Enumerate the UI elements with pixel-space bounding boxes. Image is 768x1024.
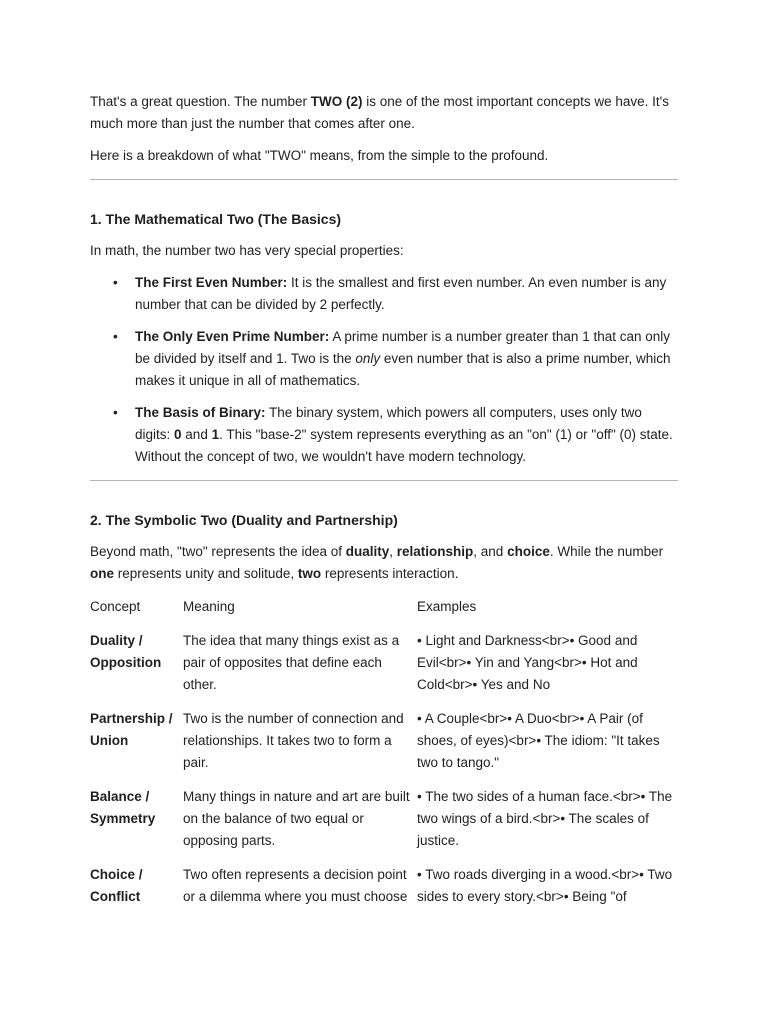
section-lead-symbolic [90,541,678,585]
cell-examples: • A Couple<br>• A Duo<br>• A Pair (of shoes, of eyes)<br>• The idiom: "It takes two to tango." [417,711,660,770]
list-item-text: . This "base-2" system represents everything as an "on" (1) or "off" (0) state. Without the concept of two, we wouldn't have modern technology. [135,427,673,464]
list-item-text: The binary system, which powers all computers, uses only two digits: [135,405,642,442]
list-item-text: It is the smallest and first even number. An even number is any number that can be divided by 2 perfectly. [135,275,667,312]
table-row [90,786,678,864]
column-header-concept: Concept [90,599,141,614]
binary-digit: 1 [211,427,220,442]
table-header-row [90,596,678,630]
list-item [113,272,678,316]
cell-concept: Partnership / Union [90,711,173,748]
cell-meaning: Two often represents a decision point or a dilemma where you must choose [183,867,408,904]
list-item-title: The First Even Number: [135,275,288,290]
section-heading-math: 1. The Mathematical Two (The Basics) [90,211,342,227]
lead-text: . While the number [549,544,664,559]
cell-examples: • The two sides of a human face.<br>• The two wings of a bird.<br>• The scales of justice. [417,789,673,848]
response-document [90,91,678,920]
intro-paragraph [90,91,678,135]
lead-text: Beyond math, "two" represents the idea of [90,544,346,559]
cell-meaning: Many things in nature and art are built on the balance of two equal or opposing parts. [183,789,410,848]
bullet-icon: • [113,275,118,290]
symbolic-table [90,596,678,920]
cell-concept: Balance / Symmetry [90,789,156,826]
section-lead-math: In math, the number two has very special properties: [90,243,404,258]
intro-text: That's a great question. The number [90,94,311,109]
table-header [90,596,678,630]
lead-emphasis: relationship [396,544,474,559]
lead-emphasis: two [297,566,322,581]
cell-examples: • Two roads diverging in a wood.<br>• Two sides to every story.<br>• Being "of [417,867,673,904]
list-item-text: even number that is also a prime number, which makes it unique in all of mathematics. [135,351,671,388]
table-row [90,630,678,708]
cell-meaning: Two is the number of connection and relationships. It takes two to form a pair. [183,711,404,770]
intro-emphasis: TWO (2) [310,94,363,109]
bullet-icon: • [113,405,118,420]
section-divider [90,179,678,180]
list-item-title: The Basis of Binary: [135,405,266,420]
section-divider [90,480,678,481]
column-header-examples: Examples [417,599,477,614]
lead-text: represents interaction. [321,566,459,581]
list-item-title: The Only Even Prime Number: [135,329,330,344]
cell-examples: • Light and Darkness<br>• Good and Evil<br>• Yin and Yang<br>• Hot and Cold<br>• Yes and No [417,633,638,692]
table-body [90,630,678,920]
math-properties-list [90,272,678,468]
intro-text: is one of the most important concepts we have. It's much more than just the number that comes after one. [90,94,669,131]
lead-text: , and [473,544,508,559]
column-header-meaning: Meaning [183,599,235,614]
lead-emphasis: one [90,566,115,581]
list-item [113,402,678,468]
intro-breakdown: Here is a breakdown of what "TWO" means, from the simple to the profound. [90,148,549,163]
list-item-text: A prime number is a number greater than 1 that can only be divided by itself and 1. Two is the [135,329,671,366]
lead-text: , [389,544,397,559]
section-heading-symbolic: 2. The Symbolic Two (Duality and Partnership) [90,512,398,528]
table-row [90,708,678,786]
list-item-emphasis: only [355,351,381,366]
cell-meaning: The idea that many things exist as a pair of opposites that define each other. [183,633,400,692]
cell-concept: Duality / Opposition [90,633,162,670]
lead-emphasis: choice [507,544,550,559]
lead-emphasis: duality [345,544,390,559]
bullet-icon: • [113,329,118,344]
binary-digit: 0 [174,427,182,442]
list-item-text: and [181,427,212,442]
table-row [90,864,678,920]
list-item [113,326,678,392]
lead-text: represents unity and solitude, [114,566,298,581]
cell-concept: Choice / Conflict [90,867,143,904]
